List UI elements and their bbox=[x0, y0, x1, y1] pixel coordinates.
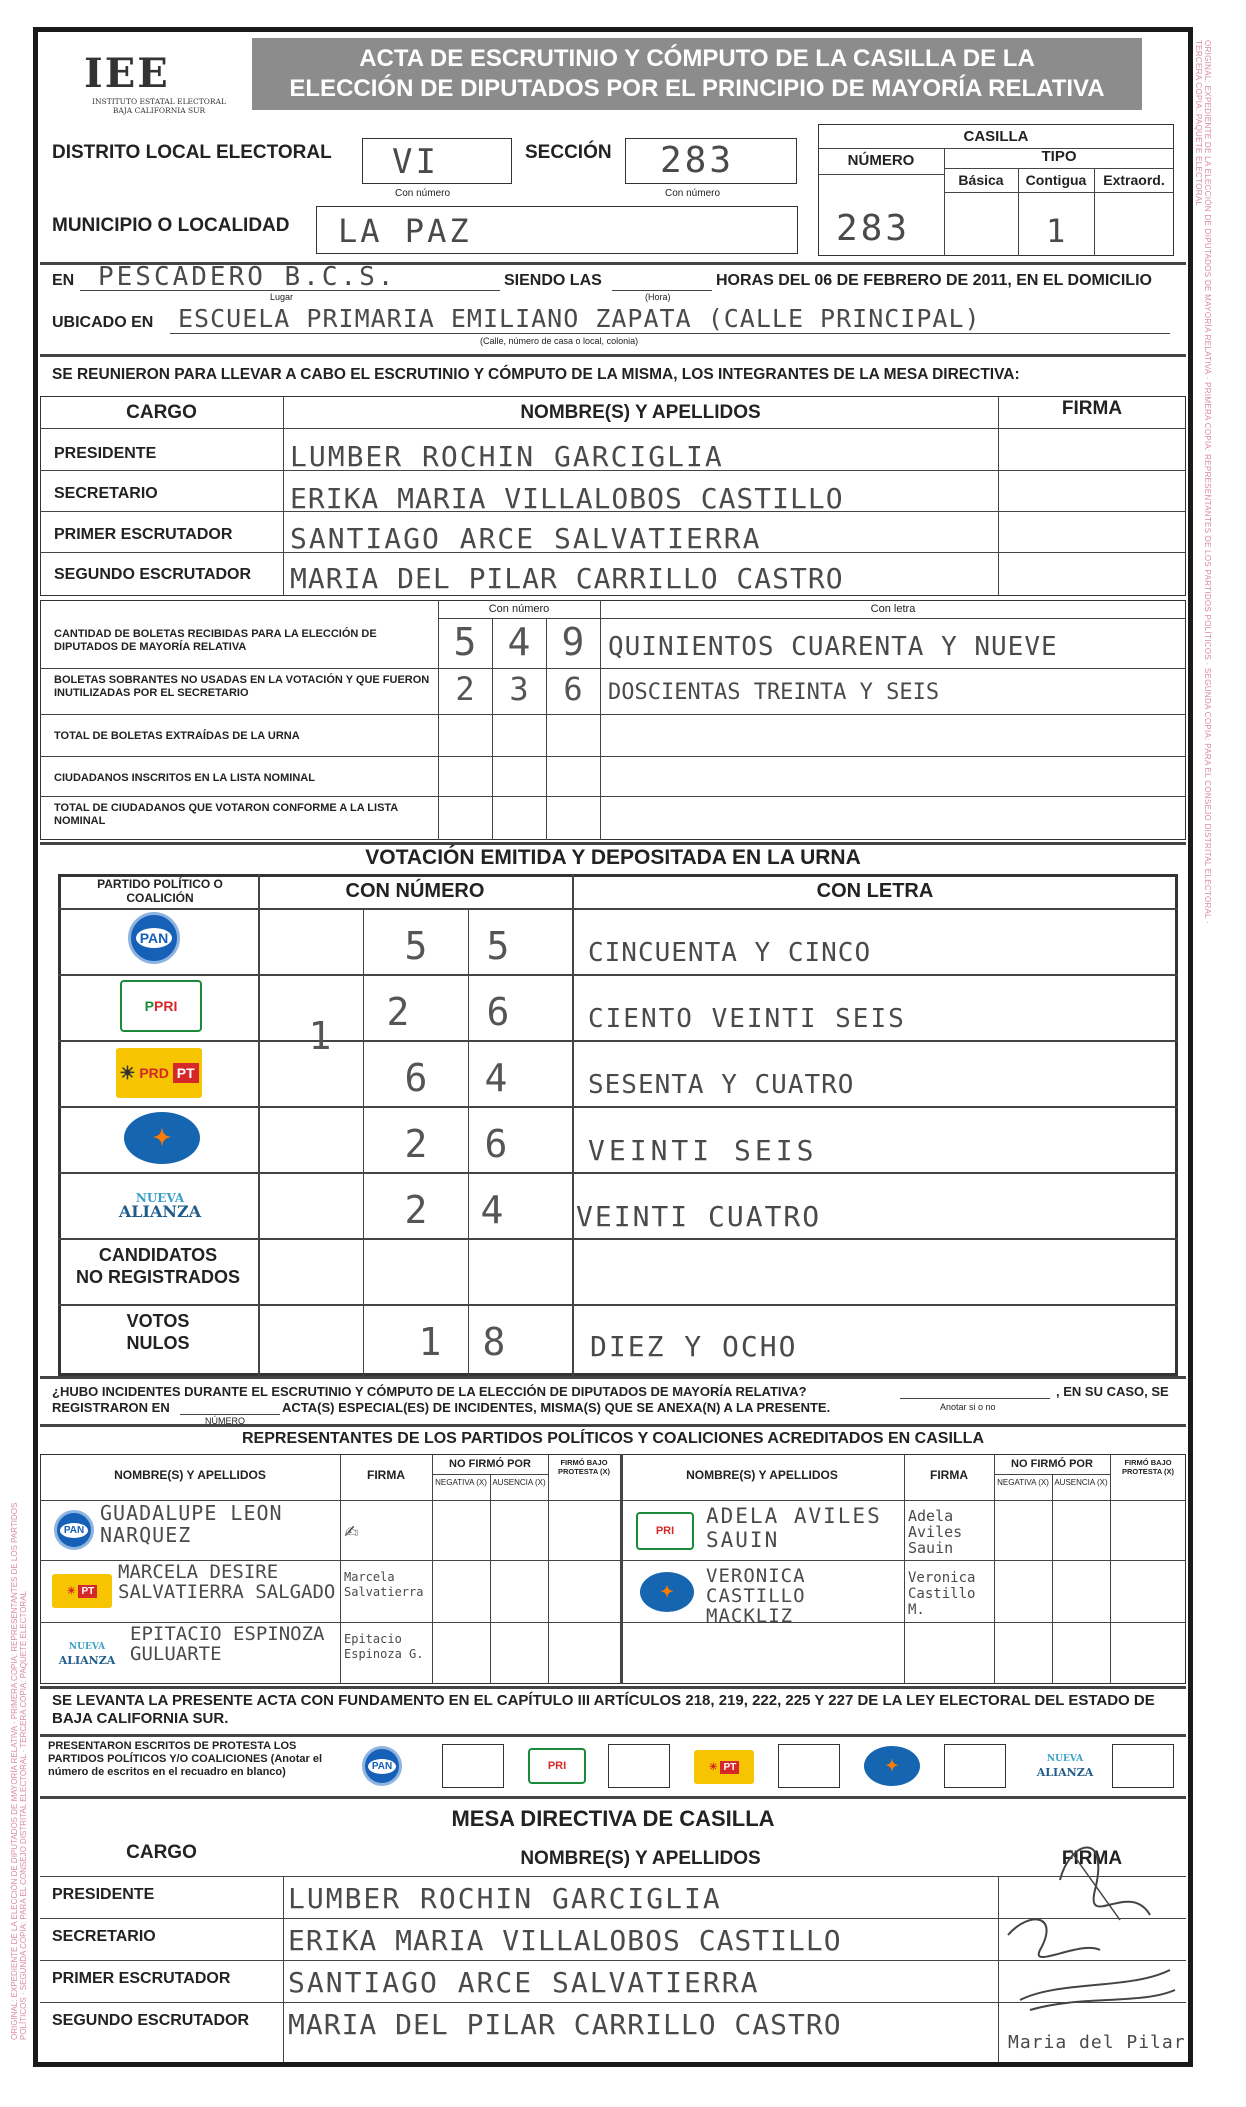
boletas-row-2-d1: 2 bbox=[455, 670, 475, 708]
boletas-row-4-label: CIUDADANOS INSCRITOS EN LA LISTA NOMINAL bbox=[54, 772, 315, 784]
rep-nombre-h-r: NOMBRE(S) Y APELLIDOS bbox=[686, 1468, 838, 1482]
siendo-label: SIENDO LAS bbox=[504, 272, 602, 289]
title-line-2: ELECCIÓN DE DIPUTADOS POR EL PRINCIPIO DE MAYORÍA RELATIVA bbox=[289, 75, 1105, 102]
boletas-vline-2 bbox=[600, 600, 601, 840]
incidentes-line-1-end: , EN SU CASO, SE bbox=[1056, 1384, 1169, 1399]
pri-letra: CIENTO VEINTI SEIS bbox=[588, 1004, 906, 1034]
boletas-row-3-label: TOTAL DE BOLETAS EXTRAÍDAS DE LA URNA bbox=[54, 730, 300, 742]
pan-logo-icon: PAN bbox=[128, 912, 180, 964]
rep-vline-7 bbox=[1052, 1474, 1053, 1684]
municipio-value: LA PAZ bbox=[338, 212, 472, 250]
prd-letra: SESENTA Y CUATRO bbox=[588, 1070, 855, 1100]
mesa1-cargo-segundo: SEGUNDO ESCRUTADOR bbox=[54, 566, 252, 583]
vot-hline-h bbox=[58, 908, 1178, 910]
rule-8 bbox=[40, 1796, 1186, 1799]
escritos-pri-icon: PRI bbox=[528, 1748, 586, 1784]
rep-vline-mid bbox=[620, 1454, 623, 1684]
boletas-row-1-d2: 4 bbox=[507, 620, 531, 664]
incidentes-line-1: ¿HUBO INCIDENTES DURANTE EL ESCRUTINIO Y CÓMPUTO DE LA ELECCIÓN DE DIPUTADOS DE MAYORÍA RELATIVA? bbox=[52, 1384, 807, 1399]
hora-caption: (Hora) bbox=[645, 292, 671, 302]
mesa1-nombre-presidente: LUMBER ROCHIN GARCIGLIA bbox=[290, 440, 724, 473]
rep-hline-2 bbox=[40, 1622, 620, 1623]
cand-line-2: NO REGISTRADOS bbox=[75, 1267, 240, 1287]
en-underline bbox=[80, 290, 500, 291]
mesa1-nombre-header: NOMBRE(S) Y APELLIDOS bbox=[520, 402, 761, 423]
horas-text: HORAS DEL 06 DE FEBRERO DE 2011, EN EL DOMICILIO bbox=[716, 272, 1152, 289]
pri-logo-icon: P PRI bbox=[120, 980, 202, 1032]
rep-nofirmo-h-r: NO FIRMÓ POR bbox=[1011, 1458, 1093, 1470]
casilla-numero-value: 283 bbox=[836, 208, 911, 249]
vot-vline-1 bbox=[258, 874, 260, 1376]
rep-negativa-h-l: NEGATIVA (X) bbox=[435, 1478, 487, 1487]
escritos-nueva-alianza-icon: NUEVA ALIANZA bbox=[1036, 1754, 1094, 1779]
iee-logo bbox=[84, 50, 234, 120]
conv-letra: VEINTI SEIS bbox=[588, 1134, 818, 1167]
en-label: EN bbox=[52, 272, 75, 289]
rep-vline-8 bbox=[1110, 1454, 1111, 1684]
nulos-line-1: VOTOS bbox=[126, 1311, 190, 1331]
prd-pt-logo-icon: ☀ PRD PT bbox=[116, 1048, 202, 1098]
incidentes-line-2b: ACTA(S) ESPECIAL(ES) DE INCIDENTES, MISMA(S) QUE SE ANEXA(N) A LA PRESENTE. bbox=[282, 1400, 831, 1415]
municipio-label: MUNICIPIO O LOCALIDAD bbox=[52, 215, 290, 236]
seccion-label: SECCIÓN bbox=[525, 142, 612, 163]
escritos-text: PRESENTARON ESCRITOS DE PROTESTA LOS PARTIDOS POLÍTICOS Y/O COALICIONES (Anotar el número de escritos en el recuadro en blanco) bbox=[48, 1740, 323, 1778]
rep-vline-3 bbox=[490, 1474, 491, 1684]
mesa2-cargo-presidente: PRESIDENTE bbox=[52, 1886, 155, 1903]
escritos-pan-box[interactable] bbox=[442, 1744, 504, 1788]
boletas-row-2-letra: DOSCIENTAS TREINTA Y SEIS bbox=[608, 680, 940, 705]
mesa2-signatures bbox=[1000, 1820, 1186, 2062]
mesa1-vline-2 bbox=[998, 396, 999, 596]
rep-right-1-firma: Adela Aviles Sauin bbox=[908, 1507, 963, 1557]
pan-letra: CINCUENTA Y CINCO bbox=[588, 938, 872, 968]
ubicado-label: UBICADO EN bbox=[52, 314, 154, 331]
logo-mark: IEE bbox=[84, 50, 170, 97]
rep-nueva-alianza-icon: NUEVA ALIANZA bbox=[58, 1642, 116, 1667]
pan-d2: 5 bbox=[404, 924, 428, 968]
distrito-label: DISTRITO LOCAL ELECTORAL bbox=[52, 142, 332, 163]
mesa2-vline-2 bbox=[998, 1876, 999, 2062]
na-d2: 2 bbox=[404, 1188, 428, 1232]
rule-5 bbox=[40, 1424, 1186, 1427]
vot-hline-6 bbox=[58, 1304, 1178, 1306]
rule-3 bbox=[40, 842, 1186, 845]
convergencia-logo-icon: ✦ bbox=[124, 1112, 200, 1164]
rep-ausencia-h-r: AUSENCIA (X) bbox=[1054, 1478, 1108, 1487]
pri-d3: 6 bbox=[486, 990, 510, 1034]
vot-vline-2 bbox=[572, 874, 574, 1376]
vot-hline-2 bbox=[58, 1040, 1178, 1042]
rep-hline-nf-l bbox=[432, 1474, 548, 1475]
form-title bbox=[252, 38, 1142, 110]
prd-d3: 4 bbox=[484, 1056, 508, 1100]
boletas-row-5-label: TOTAL DE CIUDADANOS QUE VOTARON CONFORME A LA LISTA NOMINAL bbox=[54, 802, 398, 827]
rep-right-1-nombre: ADELA AVILES SAUIN bbox=[706, 1504, 882, 1552]
mesa2-nombre-secretario: ERIKA MARIA VILLALOBOS CASTILLO bbox=[288, 1924, 842, 1957]
distrito-value: VI bbox=[392, 142, 439, 182]
mesa2-cargo-segundo: SEGUNDO ESCRUTADOR bbox=[52, 2012, 250, 2029]
mesa2-cargo-header: CARGO bbox=[126, 1842, 197, 1863]
escritos-na-box[interactable] bbox=[1112, 1744, 1174, 1788]
mesa1-nombre-primer: SANTIAGO ARCE SALVATIERRA bbox=[290, 522, 762, 555]
mesa1-cargo-header: CARGO bbox=[126, 402, 197, 423]
representantes-title: REPRESENTANTES DE LOS PARTIDOS POLÍTICOS Y COALICIONES ACREDITADOS EN CASILLA bbox=[242, 1430, 984, 1447]
boletas-row-2-d2: 3 bbox=[509, 670, 529, 708]
incidentes-blank bbox=[900, 1398, 1050, 1399]
mesa1-firma-header: FIRMA bbox=[1061, 398, 1123, 419]
rule-4 bbox=[40, 1376, 1186, 1379]
vot-hline-1 bbox=[58, 974, 1178, 976]
casilla-title: CASILLA bbox=[963, 128, 1029, 145]
candidatos-no-registrados bbox=[58, 1244, 258, 1288]
rep-convergencia-icon: ✦ bbox=[640, 1572, 694, 1612]
mesa1-hline-h bbox=[40, 428, 1186, 429]
mesa2-firma-header: FIRMA bbox=[1061, 1848, 1123, 1869]
rep-left-2-firma: Marcela Salvatierra bbox=[344, 1570, 424, 1599]
numero-caption: NÚMERO bbox=[205, 1416, 245, 1426]
distrito-caption: Con número bbox=[395, 188, 451, 199]
tipo-contigua: Contigua bbox=[1025, 172, 1087, 188]
rep-firma-h-r: FIRMA bbox=[930, 1468, 968, 1482]
boletas-hline-1 bbox=[40, 668, 1186, 669]
ubicado-caption: (Calle, número de casa o local, colonia) bbox=[480, 336, 639, 346]
reunion-text: SE REUNIERON PARA LLEVAR A CABO EL ESCRUTINIO Y CÓMPUTO DE LA MISMA, LOS INTEGRANTES DE LA MESA DIRECTIVA: bbox=[52, 366, 1020, 383]
vot-hline-4 bbox=[58, 1172, 1178, 1174]
ubicado-underline bbox=[170, 333, 1170, 334]
mesa2-vline-1 bbox=[283, 1876, 284, 2062]
rep-vline-4 bbox=[548, 1454, 549, 1684]
votacion-title: VOTACIÓN EMITIDA Y DEPOSITADA EN LA URNA bbox=[365, 846, 861, 869]
boletas-row-1-d3: 9 bbox=[561, 620, 585, 664]
mesa1-cargo-presidente: PRESIDENTE bbox=[54, 445, 157, 462]
cand-line-1: CANDIDATOS bbox=[98, 1245, 218, 1265]
rep-nombre-h-l: NOMBRE(S) Y APELLIDOS bbox=[114, 1468, 266, 1482]
tipo-divider bbox=[944, 168, 1174, 169]
mesa2-cargo-primer: PRIMER ESCRUTADOR bbox=[52, 1970, 231, 1987]
tipo-basica: Básica bbox=[958, 172, 1004, 188]
casilla-contigua-value: 1 bbox=[1046, 212, 1069, 250]
boletas-con-letra: Con letra bbox=[870, 603, 916, 615]
boletas-hline-h bbox=[438, 618, 1186, 619]
rep-vline-2 bbox=[432, 1454, 433, 1684]
nulos-letra: DIEZ Y OCHO bbox=[590, 1330, 798, 1363]
boletas-row-1-d1: 5 bbox=[453, 620, 477, 664]
rep-left-3-firma: Epitacio Espinoza G. bbox=[344, 1632, 424, 1661]
side-print-text-left: ORIGINAL: EXPEDIENTE DE LA ELECCIÓN DE DIPUTADOS DE MAYORÍA RELATIVA · PRIMERA COPIA: REPRESENTANTES DE LOS PARTIDOS POLÍTICOS · SEGUNDA COPIA: PARA EL CONSEJO DISTRITAL ELECTORAL · TERCERA COPIA: PAQUETE ELECTORAL bbox=[10, 1502, 28, 2040]
mesa2-firma-scrawl: Maria del Pilar bbox=[1008, 2032, 1186, 2053]
vot-col-letra: CON LETRA bbox=[816, 880, 934, 902]
escritos-prd-box[interactable] bbox=[778, 1744, 840, 1788]
vot-hline-3 bbox=[58, 1106, 1178, 1108]
rep-vline-5 bbox=[904, 1454, 905, 1684]
seccion-value: 283 bbox=[660, 140, 735, 181]
rep-nofirmo-h-l: NO FIRMÓ POR bbox=[449, 1458, 531, 1470]
mesa2-cargo-secretario: SECRETARIO bbox=[52, 1928, 156, 1945]
fundamento-text: SE LEVANTA LA PRESENTE ACTA CON FUNDAMENTO EN EL CAPÍTULO III ARTÍCULOS 218, 219, 222, 225 Y 227 DE LA LEY ELECTORAL DEL ESTADO DE BAJA CALIFORNIA SUR. bbox=[52, 1692, 1155, 1727]
rep-right-2-nombre: VERONICA CASTILLO MACKLIZ bbox=[706, 1565, 806, 1627]
boletas-row-2-label: BOLETAS SOBRANTES NO USADAS EN LA VOTACIÓN Y QUE FUERON INUTILIZADAS POR EL SECRETARIO bbox=[54, 674, 430, 699]
mesa2-nombre-segundo: MARIA DEL PILAR CARRILLO CASTRO bbox=[288, 2008, 842, 2041]
boletas-hline-2 bbox=[40, 714, 1186, 715]
mesa1-cargo-secretario: SECRETARIO bbox=[54, 485, 158, 502]
prd-d2: 6 bbox=[404, 1056, 428, 1100]
boletas-hline-3 bbox=[40, 756, 1186, 757]
boletas-vline-1 bbox=[438, 600, 439, 840]
logo-subtitle: INSTITUTO ESTATAL ELECTORAL BAJA CALIFORNIA SUR bbox=[92, 97, 226, 115]
rule-7 bbox=[40, 1734, 1186, 1737]
rep-protesta-h-l: FIRMÓ BAJO PROTESTA (X) bbox=[557, 1458, 611, 1476]
escritos-pan-icon: PAN bbox=[362, 1746, 402, 1786]
nueva-alianza-logo-icon: NUEVA ALIANZA bbox=[118, 1191, 202, 1221]
rep-protesta-h-r: FIRMÓ BAJO PROTESTA (X) bbox=[1121, 1458, 1175, 1476]
mesa2-nombre-header: NOMBRE(S) Y APELLIDOS bbox=[520, 1848, 761, 1869]
hora-underline bbox=[612, 290, 712, 291]
side-print-text: ORIGINAL: EXPEDIENTE DE LA ELECCIÓN DE DIPUTADOS DE MAYORÍA RELATIVA · PRIMERA COPIA: REPRESENTANTES DE LOS PARTIDOS POLÍTICOS · SEGUNDA COPIA: PARA EL CONSEJO DISTRITAL ELECTORAL · TERCERA COPIA: PAQUETE ELECTORAL bbox=[1194, 40, 1212, 925]
rep-hline-nf-r bbox=[994, 1474, 1110, 1475]
boletas-row-1-letra: QUINIENTOS CUARENTA Y NUEVE bbox=[608, 632, 1058, 662]
vot-col-partido: PARTIDO POLÍTICO O COALICIÓN bbox=[97, 877, 223, 905]
rep-vline-6 bbox=[994, 1454, 995, 1684]
nulos-line-2: NULOS bbox=[126, 1333, 190, 1353]
escritos-conv-box[interactable] bbox=[944, 1744, 1006, 1788]
rep-prd-pt-icon: ☀ PT bbox=[52, 1574, 112, 1608]
seccion-caption: Con número bbox=[665, 188, 721, 199]
mesa2-nombre-presidente: LUMBER ROCHIN GARCIGLIA bbox=[288, 1882, 722, 1915]
nulos-d2: 1 bbox=[418, 1320, 442, 1364]
mesa1-cargo-primer: PRIMER ESCRUTADOR bbox=[54, 526, 233, 543]
rep-hline-2r bbox=[620, 1622, 1186, 1623]
conv-d3: 6 bbox=[484, 1122, 508, 1166]
ubicado-value: ESCUELA PRIMARIA EMILIANO ZAPATA (CALLE PRINCIPAL) bbox=[178, 304, 981, 333]
numero-label: NÚMERO bbox=[847, 152, 915, 169]
na-letra: VEINTI CUATRO bbox=[576, 1200, 822, 1233]
conv-d2: 2 bbox=[404, 1122, 428, 1166]
boletas-con-numero: Con número bbox=[488, 603, 550, 615]
nulos-d3: 8 bbox=[482, 1320, 506, 1364]
rep-left-1-firma: ✍ bbox=[344, 1516, 362, 1544]
boletas-hline-4 bbox=[40, 796, 1186, 797]
tipo-divider-2 bbox=[944, 192, 1174, 193]
mesa2-title: MESA DIRECTIVA DE CASILLA bbox=[451, 1806, 775, 1831]
escritos-convergencia-icon: ✦ bbox=[864, 1746, 920, 1786]
mesa2-nombre-primer: SANTIAGO ARCE SALVATIERRA bbox=[288, 1966, 760, 1999]
rep-ausencia-h-l: AUSENCIA (X) bbox=[492, 1478, 546, 1487]
vot-hline-5 bbox=[58, 1238, 1178, 1240]
votos-nulos bbox=[58, 1310, 258, 1354]
rep-pri-icon: PRI bbox=[636, 1512, 694, 1550]
rule-6 bbox=[40, 1686, 1186, 1689]
title-line-1: ACTA DE ESCRUTINIO Y CÓMPUTO DE LA CASILLA DE LA bbox=[359, 45, 1035, 72]
boletas-vline-d2 bbox=[546, 618, 547, 840]
pan-d3: 5 bbox=[486, 924, 510, 968]
rep-right-2-firma: Veronica Castillo M. bbox=[908, 1570, 976, 1618]
rep-left-3-nombre: EPITACIO ESPINOZA GULUARTE bbox=[130, 1623, 325, 1665]
en-value: PESCADERO B.C.S. bbox=[98, 262, 397, 292]
rep-left-2-nombre: MARCELA DESIRE SALVATIERRA SALGADO bbox=[118, 1561, 336, 1603]
vot-col-numero: CON NÚMERO bbox=[345, 880, 485, 902]
rep-firma-h-l: FIRMA bbox=[367, 1468, 405, 1482]
mesa1-nombre-segundo: MARIA DEL PILAR CARRILLO CASTRO bbox=[290, 562, 844, 595]
escritos-prd-pt-icon: ☀ PT bbox=[694, 1750, 754, 1784]
boletas-row-1-label: CANTIDAD DE BOLETAS RECIBIDAS PARA LA ELECCIÓN DE DIPUTADOS DE MAYORÍA RELATIVA bbox=[54, 628, 377, 653]
anotar-caption: Anotar si o no bbox=[940, 1402, 996, 1412]
pri-d2: 2 bbox=[386, 990, 410, 1034]
mesa1-nombre-secretario: ERIKA MARIA VILLALOBOS CASTILLO bbox=[290, 482, 844, 515]
tipo-label: TIPO bbox=[1041, 148, 1077, 165]
incidentes-line-2a: REGISTRARON EN bbox=[52, 1400, 170, 1415]
numero-divider bbox=[818, 174, 944, 175]
na-d3: 4 bbox=[480, 1188, 504, 1232]
rep-vline-1 bbox=[340, 1454, 341, 1684]
rule-2 bbox=[40, 354, 1186, 357]
numero-blank bbox=[180, 1414, 280, 1415]
rep-negativa-h-r: NEGATIVA (X) bbox=[997, 1478, 1049, 1487]
boletas-vline-d1 bbox=[492, 618, 493, 840]
rep-left-1-nombre: GUADALUPE LEON NARQUEZ bbox=[100, 1501, 283, 1547]
boletas-row-2-d3: 6 bbox=[563, 670, 583, 708]
tipo-extraord: Extraord. bbox=[1103, 172, 1165, 188]
escritos-pri-box[interactable] bbox=[608, 1744, 670, 1788]
mesa1-vline-1 bbox=[283, 396, 284, 596]
pri-d1: 1 bbox=[308, 1014, 332, 1058]
rep-pan-icon: PAN bbox=[54, 1510, 94, 1550]
lugar-caption: Lugar bbox=[270, 292, 294, 302]
